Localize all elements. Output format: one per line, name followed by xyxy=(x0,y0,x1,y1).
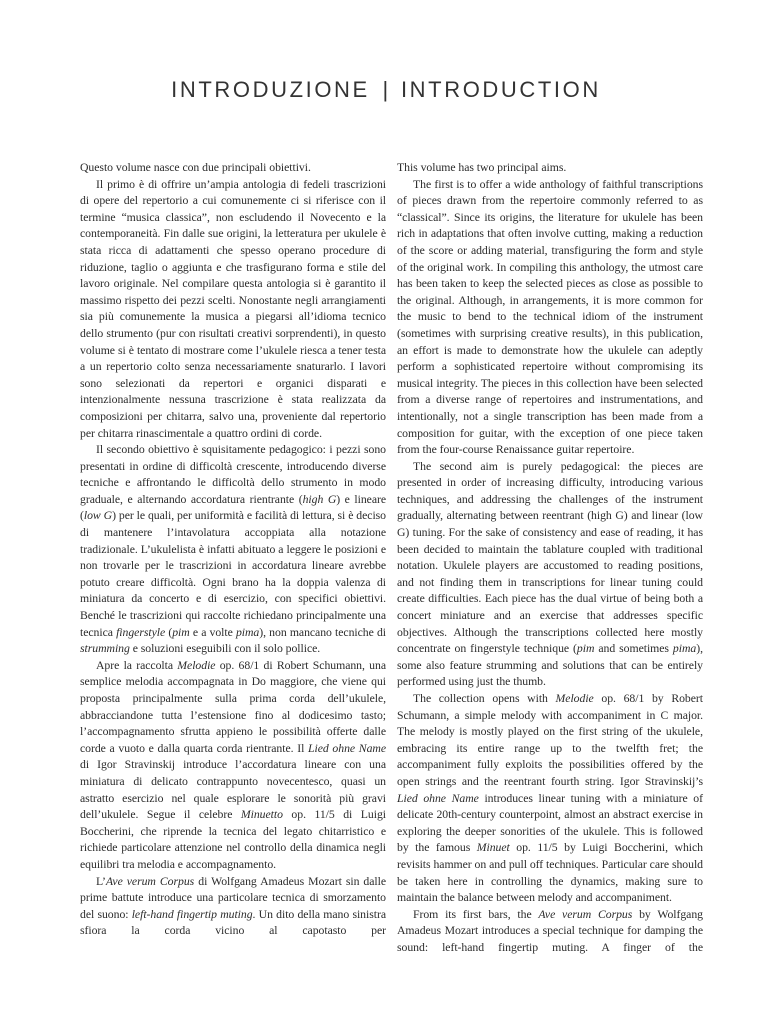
italic-term: Melodie xyxy=(177,658,216,672)
text-run: ), non mancano tecniche di xyxy=(259,625,386,639)
text-run: op. 11/5 by Luigi Boccherini, which revisits hammer on and pull off techniques. Particular care should be taken here in controlling the dynamics, making sure to maintain the balance between melody and accompaniment. xyxy=(397,841,703,905)
english-column xyxy=(397,160,703,957)
paragraph xyxy=(397,459,703,691)
paragraph xyxy=(397,160,703,177)
text-run: L’ xyxy=(96,874,106,888)
italic-term: low G xyxy=(83,509,113,523)
italic-term: Ave verum Corpus xyxy=(538,907,633,921)
text-run: op. 68/1 by Robert Schumann, a simple melody with accompaniment in C major. The melody is mostly played on the first string of the ukulele, embracing its entire range up to the twelfth fret; the accompaniment fully exploits the possibilities offered by the open strings and the reentrant fourth string. Igor Stravinskij’s xyxy=(397,692,703,788)
paragraph xyxy=(80,160,386,177)
title-separator: | xyxy=(382,76,389,102)
text-run: ) e lineare ( xyxy=(80,492,387,523)
text-run: The second aim is purely pedagogical: the pieces are presented in order of increasing difficulty, introducing various techniques, and addressing the challenges of the instrument gradually, alternating between reentrant (high G) and linear (low G) tuning. For the sake of consistency and ease of reading, it has been decided to maintain the tablature coupled with traditional notation. Ukulele players are accustomed to reading positions, and not finding them in transcriptions for linear tuning could create difficulties. Each piece has the dual virtue of being both a concert miniature and an exercise that addresses specific objectives. Although the transcriptions collected here mostly concentrate on fingerstyle technique ( xyxy=(397,459,703,656)
text-run: op. 68/1 di Robert Schumann, una semplice melodia accompagnata in Do maggiore, che viene qui proposta principalmente sulla prima corda dell’ukulele, abbracciandone tutta l’estensione fino al dodicesimo tasto; l’accompagnamento sfrutta appieno le possibilità offerte dalle corde a vuoto e dalla quarta corda rientrante. Il xyxy=(80,658,386,755)
text-run: This volume has two principal aims. xyxy=(397,161,567,174)
italic-term: Lied ohne Name xyxy=(308,741,386,755)
italic-term: high G xyxy=(302,492,337,506)
italic-term: pim xyxy=(576,642,595,656)
italic-term: strumming xyxy=(80,642,130,656)
paragraph xyxy=(397,691,703,907)
italic-term: Melodie xyxy=(555,692,594,705)
paragraph xyxy=(397,177,703,459)
paragraph xyxy=(80,658,386,874)
text-run: di Wolfgang Amadeus Mozart sin dalle prime battute introduce una particolare tecnica di smorzamento del suono: xyxy=(80,874,387,921)
title-english: INTRODUCTION xyxy=(400,76,601,102)
text-run: . Un dito della mano sinistra sfiora la corda vicino al capotasto per xyxy=(80,907,386,938)
italic-term: Minuetto xyxy=(240,808,283,822)
title-italian: INTRODUZIONE xyxy=(171,76,370,102)
italic-term: Minuet xyxy=(476,841,510,855)
italian-column xyxy=(80,160,386,940)
paragraph xyxy=(80,442,386,658)
text-run: Il primo è di offrire un’ampia antologia di fedeli trascrizioni di opere del repertorio a cui comunemente ci si riferisce con il termine “musica classica”, non escludendo il Novecento e la contemporaneità. Fin dalle sue origini, la letteratura per ukulele è stata ricca di adattamenti che spesso operano procedure di riduzione, taglio o aggiunta e che trasfigurano forma e stile del lavoro originale. Nel compilare questa antologia si è garantito il massimo rispetto dei pezzi scelti. Nonostante negli arrangiamenti sia più comunemente la musica a piegarsi all’idioma tecnico dello strumento (pur con risultati creativi sorprendenti), in questo volume si è tentato di mostrare come l’ukulele riesca a tener testa a un repertorio colto senza necessariamente snaturarlo. I lavori sono selezionati da repertori e organici disparati e intenzionalmente nessuna trascrizione è stata realizzata da composizioni per chitarra, salvo una, proveniente dal repertorio per chitarra rinascimentale a quattro ordini di corde. xyxy=(80,177,386,440)
italic-term: pim xyxy=(172,625,190,639)
text-run: op. 11/5 di Luigi Boccherini, che riprende la tecnica del legato chitarristico e richiede particolare attenzione nel controllo della dinamica negli equilibri tra melodia e accompagnamento. xyxy=(80,808,386,871)
text-run: di Igor Stravinskij introduce l’accordatura lineare con una miniatura di delicato contrappunto novecentesco, quasi un astratto esercizio nel quale esplorare le sonorità più gravi dell’ukulele. Segue il celebre xyxy=(80,758,386,822)
text-run: Apre la raccolta xyxy=(96,658,178,672)
text-run: Il secondo obiettivo è squisitamente pedagogico: i pezzi sono presentati in ordine di difficoltà crescente, introducendo diverse tecniche e affrontando le difficoltà dello strumento in modo graduale, e alternando accordatura rientrante ( xyxy=(80,443,386,506)
italic-term: pima xyxy=(235,625,260,639)
text-run: The collection opens with xyxy=(413,692,556,705)
text-run: and sometimes xyxy=(594,642,673,656)
italic-term: left-hand fingertip muting xyxy=(131,907,253,921)
text-run: e soluzioni eseguibili con il solo pollice. xyxy=(129,642,321,656)
paragraph xyxy=(80,177,386,443)
page-title xyxy=(0,77,772,103)
text-run: e a volte xyxy=(189,625,236,639)
italic-term: Ave verum Corpus xyxy=(105,874,195,888)
italic-term: Lied ohne Name xyxy=(397,791,479,805)
paragraph xyxy=(80,874,386,940)
text-run: Questo volume nasce con due principali obiettivi. xyxy=(80,161,311,174)
text-run: The first is to offer a wide anthology of faithful transcriptions of pieces drawn from the repertoire commonly referred to as “classical”. Since its origins, the literature for ukulele has been rich in adaptations that often involve cutting, making a reduction of the score or adding material, transfiguring the form and style of the original work. In compiling this anthology, the utmost care has been taken to keep the selected pieces as close as possible to the original. Although, in arrangements, it is more common for the music to bend to the technical idiom of the instrument (sometimes with surprising creative results), in this publication, an effort is made to demonstrate how the ukulele can adeptly perform a sophisticated repertoire without compromising its musical integrity. The pieces in this collection have been selected from a diverse range of repertoires and instrumentations, and intentionally, not a single transcription has been made from a composition for guitar, with the exception of one piece taken from the four-course Renaissance guitar repertoire. xyxy=(397,177,703,457)
text-run: ), some also feature strumming and solutions that can be entirely performed using just the thumb. xyxy=(397,642,703,689)
paragraph xyxy=(397,907,703,957)
text-run: ) per le quali, per uniformità e facilità di lettura, si è deciso di mantenere l’intavolatura accoppiata alla notazione tradizionale. L’ukulelista è infatti abituato a leggere le posizioni e non trovarle per le trascrizioni in accordatura lineare avrebbe potuto creare difficoltà. Ogni brano ha la doppia valenza di miniatura da concerto e di esercizio, con specifici obiettivi. Benché le trascrizioni qui raccolte richiedano principalmente una tecnica xyxy=(80,509,387,639)
italic-term: fingerstyle xyxy=(116,625,166,639)
text-run: From its first bars, the xyxy=(413,907,539,921)
text-run: introduces linear tuning with a miniature of delicate 20th-century counterpoint, almost an abstract exercise in exploring the deeper sonorities of the ukulele. This is followed by the famous xyxy=(397,791,703,855)
text-run: ( xyxy=(165,625,173,639)
text-run: by Wolfgang Amadeus Mozart introduces a special technique for damping the sound: left-hand fingertip muting. A finger of the xyxy=(397,907,703,954)
italic-term: pima xyxy=(672,642,697,656)
